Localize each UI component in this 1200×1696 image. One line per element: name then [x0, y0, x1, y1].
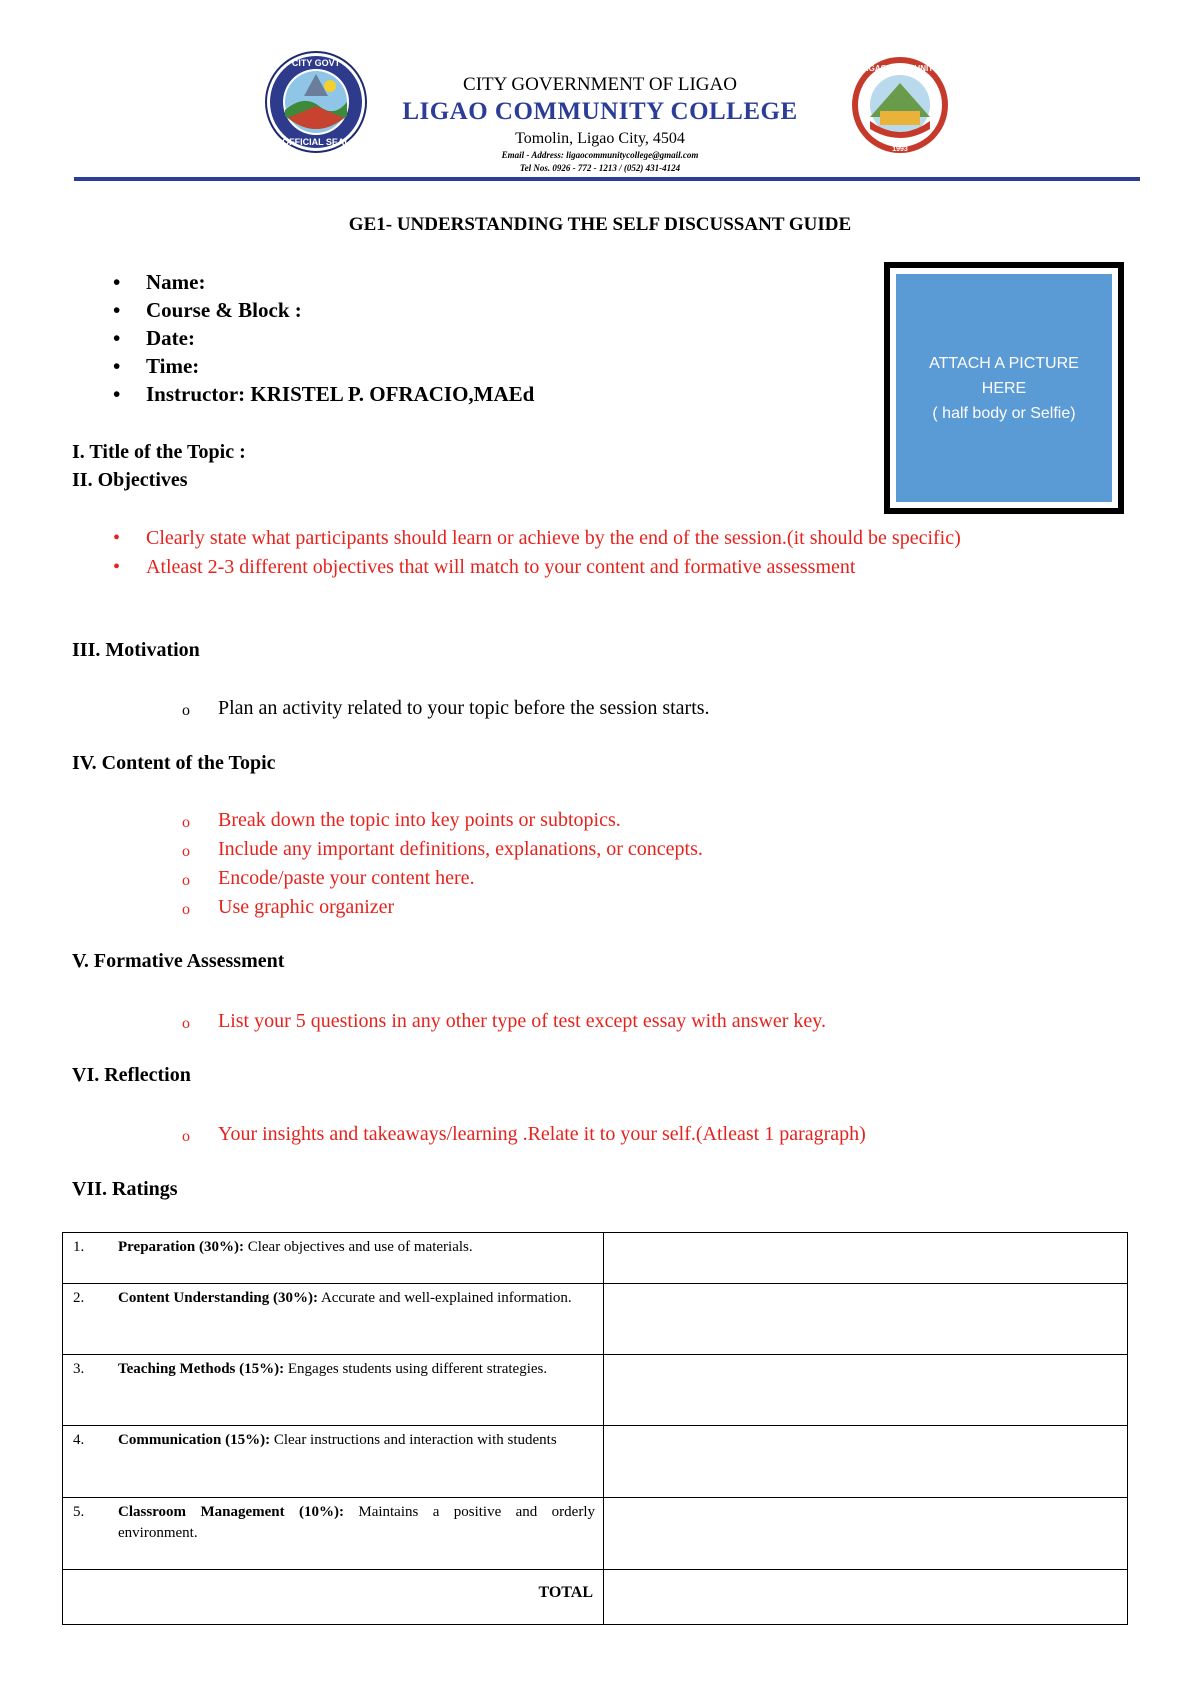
photo-placeholder	[884, 262, 1124, 514]
criterion-cell	[63, 1284, 604, 1355]
row-number: 1.	[73, 1239, 85, 1255]
table-row-total	[63, 1570, 1128, 1625]
section-title-of-topic: I. Title of the Topic :	[72, 441, 246, 463]
row-number: 2.	[73, 1290, 85, 1306]
rating-score-cell[interactable]	[604, 1284, 1128, 1355]
bullet-icon: •	[113, 354, 121, 378]
info-label: Date:	[146, 326, 195, 350]
objective-item	[113, 554, 1066, 581]
bullet-icon: •	[113, 270, 121, 294]
circle-bullet-icon: o	[182, 702, 190, 719]
content-item	[182, 864, 1118, 893]
reflection-list	[182, 1120, 1118, 1149]
content-text: Break down the topic into key points or subtopics.	[218, 809, 621, 831]
row-number: 3.	[73, 1361, 85, 1377]
content-text: Include any important definitions, explanations, or concepts.	[218, 838, 703, 860]
objective-text: Clearly state what participants should learn or achieve by the end of the session.(it should be specific)	[146, 527, 961, 549]
student-info-list	[113, 270, 535, 410]
rating-score-cell[interactable]	[604, 1498, 1128, 1570]
content-item	[182, 806, 1118, 835]
reflection-item	[182, 1120, 1118, 1149]
content-text: Encode/paste your content here.	[218, 867, 475, 889]
section-content: IV. Content of the Topic	[72, 752, 276, 774]
criterion-cell	[63, 1355, 604, 1426]
row-number: 5.	[73, 1504, 85, 1520]
photo-placeholder-line3: ( half body or Selfie)	[932, 404, 1076, 422]
total-label: TOTAL	[63, 1570, 604, 1625]
circle-bullet-icon: o	[182, 843, 190, 860]
circle-bullet-icon: o	[182, 1128, 190, 1145]
criterion-label: Classroom Management (10%):	[118, 1504, 344, 1520]
bullet-icon: •	[113, 382, 121, 406]
section-objectives: II. Objectives	[72, 469, 188, 491]
photo-placeholder-line1: ATTACH A PICTURE	[929, 354, 1079, 372]
total-score-cell[interactable]	[604, 1570, 1128, 1625]
motivation-text: Plan an activity related to your topic before the session starts.	[218, 697, 710, 719]
header-address: Tomolin, Ligao City, 4504	[515, 130, 685, 147]
criterion-description: Accurate and well-explained information.	[318, 1290, 572, 1306]
header-telephone: Tel Nos. 0926 - 772 - 1213 / (052) 431-4124	[519, 163, 681, 173]
criterion-label: Communication (15%):	[118, 1432, 271, 1448]
circle-bullet-icon: o	[182, 901, 190, 918]
header-email: Email - Address: ligaocommunitycollege@gmail.com	[501, 150, 699, 160]
motivation-list	[182, 694, 1118, 723]
assessment-list	[182, 1007, 1118, 1036]
assessment-item	[182, 1007, 1118, 1036]
criterion-description: Engages students using different strategies.	[284, 1361, 548, 1377]
motivation-item	[182, 694, 1118, 723]
svg-text:OFFICIAL SEAL: OFFICIAL SEAL	[282, 137, 350, 147]
header-college-name: LIGAO COMMUNITY COLLEGE	[402, 98, 798, 125]
document-title: GE1- UNDERSTANDING THE SELF DISCUSSANT GUIDE	[348, 214, 852, 235]
content-text: Use graphic organizer	[218, 896, 395, 918]
svg-text:1993: 1993	[892, 146, 908, 153]
objective-text: Atleast 2-3 different objectives that will match to your content and formative assessment	[146, 556, 856, 578]
table-row	[63, 1426, 1128, 1498]
info-name	[113, 270, 534, 298]
criterion-label: Content Understanding (30%):	[118, 1290, 319, 1306]
section-formative-assessment: V. Formative Assessment	[72, 950, 285, 972]
criterion-label: Preparation (30%):	[118, 1239, 244, 1255]
section-reflection: VI. Reflection	[72, 1064, 191, 1086]
info-label: Course & Block :	[146, 298, 302, 322]
content-item	[182, 835, 1118, 864]
criterion-cell	[63, 1233, 604, 1284]
circle-bullet-icon: o	[182, 872, 190, 889]
assessment-text: List your 5 questions in any other type of test except essay with answer key.	[218, 1010, 827, 1032]
info-label: Name:	[146, 270, 206, 294]
table-row	[63, 1233, 1128, 1284]
table-row	[63, 1498, 1128, 1570]
section-motivation: III. Motivation	[72, 639, 200, 661]
rating-score-cell[interactable]	[604, 1355, 1128, 1426]
header-divider	[74, 177, 1140, 181]
objective-item	[113, 525, 1066, 552]
criterion-description: Clear objectives and use of materials.	[243, 1239, 473, 1255]
table-row	[63, 1355, 1128, 1426]
bullet-icon: •	[113, 527, 121, 549]
objectives-list	[113, 525, 1066, 583]
bullet-icon: •	[113, 298, 121, 322]
bullet-icon: •	[113, 556, 121, 578]
criterion-description: Clear instructions and interaction with students	[270, 1432, 557, 1448]
photo-placeholder-fill	[896, 274, 1112, 502]
ratings-table	[62, 1232, 1128, 1625]
section-ratings: VII. Ratings	[72, 1178, 178, 1200]
info-instructor	[113, 382, 535, 410]
circle-bullet-icon: o	[182, 814, 190, 831]
info-label: Time:	[146, 354, 200, 378]
info-label: Instructor: KRISTEL P. OFRACIO,MAEd	[146, 382, 535, 406]
criterion-description: Maintains a positive and orderly environment.	[118, 1504, 595, 1541]
row-number: 4.	[73, 1432, 85, 1448]
header-city-government: CITY GOVERNMENT OF LIGAO	[463, 74, 737, 95]
bullet-icon: •	[113, 326, 121, 350]
criterion-label: Teaching Methods (15%):	[118, 1361, 285, 1377]
photo-placeholder-line2: HERE	[981, 379, 1027, 397]
criterion-cell	[63, 1498, 604, 1570]
content-item	[182, 893, 1118, 922]
svg-text:CITY GOVT: CITY GOVT	[291, 58, 341, 68]
svg-text:LIGAO COMMUNITY: LIGAO COMMUNITY	[861, 64, 939, 73]
content-list	[182, 806, 1118, 922]
circle-bullet-icon: o	[182, 1015, 190, 1032]
info-course-block	[113, 298, 534, 326]
info-time	[113, 354, 534, 382]
info-date	[113, 326, 534, 354]
table-row	[63, 1284, 1128, 1355]
criterion-cell	[63, 1426, 604, 1498]
reflection-text: Your insights and takeaways/learning .Relate it to your self.(Atleast 1 paragraph)	[218, 1123, 866, 1145]
rating-score-cell[interactable]	[604, 1233, 1128, 1284]
rating-score-cell[interactable]	[604, 1426, 1128, 1498]
